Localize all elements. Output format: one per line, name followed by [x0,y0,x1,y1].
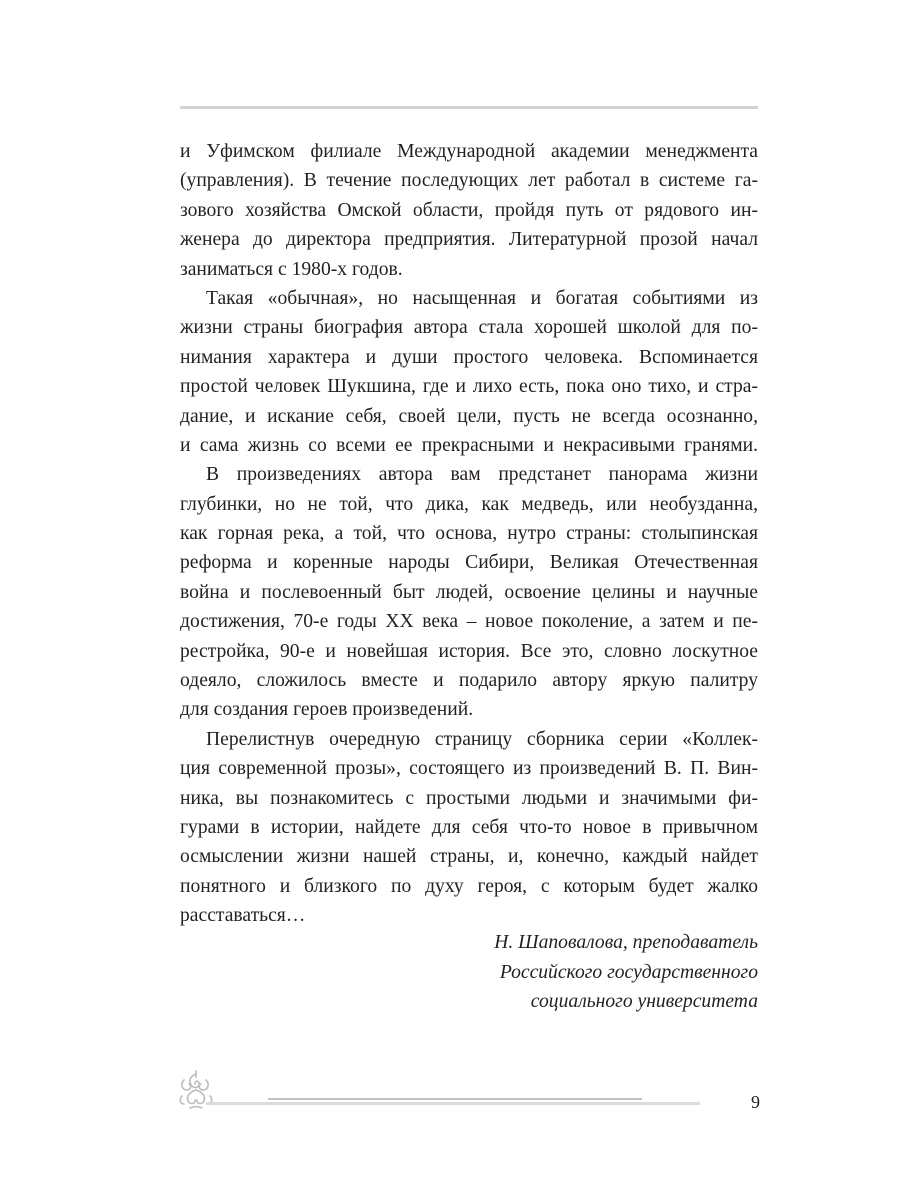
signature-line: Российского государственного [499,961,758,983]
text-line: заниматься с 1980-х годов. [180,258,403,280]
text-line: гурами в истории, найдете для себя что-то новое в привычном [180,816,758,838]
text-line: для создания героев произведений. [180,699,474,721]
text-line: рестройка, 90-е и новейшая история. Все это, словно лоскутное [180,640,758,662]
text-line: осмыслении жизни нашей страны, и, конечно, каждый найдет [180,846,758,868]
text-line: понятного и близкого по духу героя, с которым будет жалко [180,875,758,897]
text-line: как горная река, а той, что основа, нутро страны: столыпинская [180,523,758,545]
bottom-rule [206,1102,700,1105]
text-line: (управления). В течение последующих лет работал в системе га- [180,170,758,192]
top-rule [180,106,758,109]
text-line: зового хозяйства Омской области, пройдя путь от рядового ин- [180,199,758,221]
text-line: одеяло, сложилось вместе и подарило автору яркую палитру [180,670,758,692]
floral-ornament-icon [176,1068,216,1112]
text-line: расставаться… [180,905,306,927]
text-line: ция современной прозы», состоящего из произведений В. П. Вин- [180,758,758,780]
signature-line: социального университета [530,991,758,1013]
text-line: женера до директора предприятия. Литературной прозой начал [180,229,758,251]
text-line: простой человек Шукшина, где и лихо есть, пока оно тихо, и стра- [180,376,758,398]
bottom-rule-accent [268,1098,642,1100]
page-number: 9 [751,1092,760,1112]
text-line: В произведениях автора вам предстанет панорама жизни [206,464,758,486]
text-line: и сама жизнь со всеми ее прекрасными и некрасивыми гранями. [180,434,758,456]
text-line: и Уфимском филиале Международной академии менеджмента [180,141,758,162]
text-line: жизни страны биография автора стала хорошей школой для по- [180,317,758,339]
body-text [180,137,758,931]
text-line: Перелистнув очередную страницу сборника серии «Коллек- [206,728,758,750]
text-line: нимания характера и души простого человека. Вспоминается [180,346,758,368]
text-line: дание, и искание себя, своей цели, пусть не всегда осознанно, [180,405,758,427]
signature [180,928,758,1017]
text-line: ника, вы познакомитесь с простыми людьми и значимыми фи- [180,787,758,809]
text-line: достижения, 70-е годы XX века – новое поколение, а затем и пе- [180,611,758,633]
text-line: глубинки, но не той, что дика, как медведь, или необузданна, [180,493,758,515]
text-line: война и послевоенный быт людей, освоение целины и научные [180,581,758,603]
signature-line: Н. Шаповалова, преподаватель [494,932,758,953]
text-line: Такая «обычная», но насыщенная и богатая событиями из [206,287,758,309]
text-line: реформа и коренные народы Сибири, Великая Отечественная [180,552,758,574]
